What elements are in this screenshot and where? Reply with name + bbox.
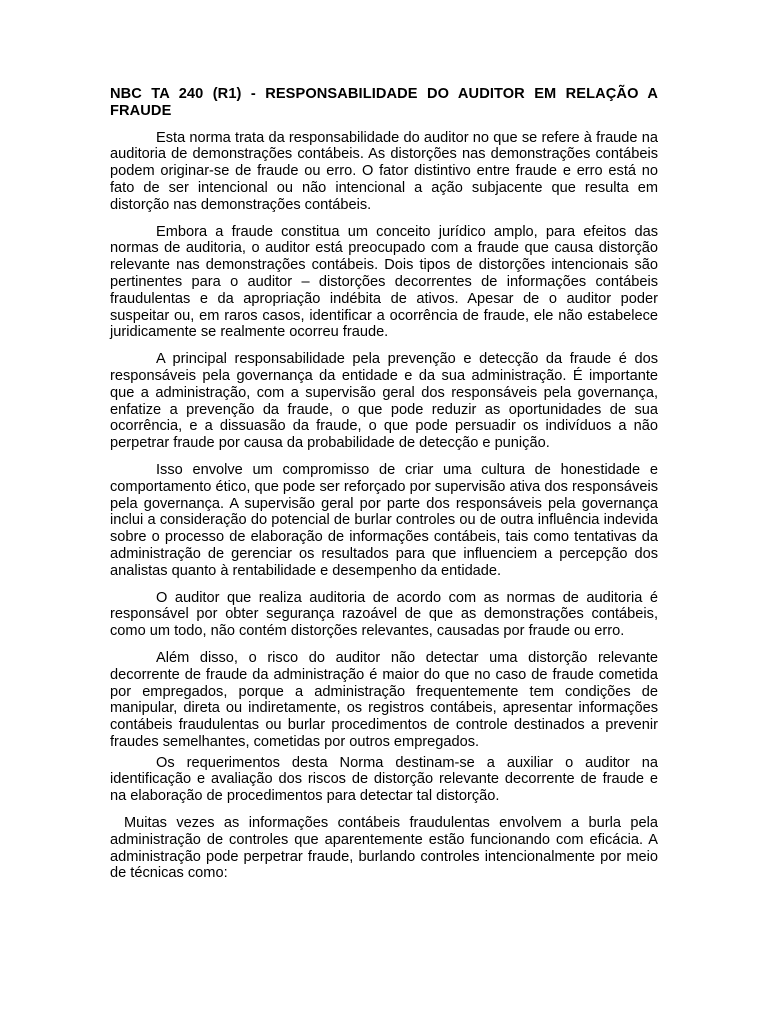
paragraph-3: A principal responsabilidade pela prevenção e detecção da fraude é dos responsáveis pela governança da entidade e da sua administração. É importante que a administração, com a supervisão geral dos responsáveis pela governança, enfatize a prevenção da fraude, o que pode reduzir as oportunidades de sua ocorrência, e a dissuasão da fraude, o que pode persuadir os indivíduos a não perpetrar fraude por causa da probabilidade de detecção e punição.: [110, 351, 658, 452]
paragraph-6: Além disso, o risco do auditor não detectar uma distorção relevante decorrente de fraude da administração é maior do que no caso de fraude cometida por empregados, porque a administração frequentemente tem condições de manipular, direta ou indiretamente, os registros contábeis, apresentar informações contábeis fraudulentas ou burlar procedimentos de controle destinados a prevenir fraudes semelhantes, cometidas por outros empregados.: [110, 649, 658, 750]
paragraph-5: O auditor que realiza auditoria de acordo com as normas de auditoria é responsável por obter segurança razoável de que as demonstrações contábeis, como um todo, não contém distorções relevantes, causadas por fraude ou erro.: [110, 589, 658, 640]
paragraph-4: Isso envolve um compromisso de criar uma cultura de honestidade e comportamento ético, que pode ser reforçado por supervisão ativa dos responsáveis pela governança. A supervisão geral por parte dos responsáveis pela governança inclui a consideração do potencial de burlar controles ou de outra influência indevida sobre o processo de elaboração de informações contábeis, tais como tentativas da administração de gerenciar os resultados para que influenciem a percepção dos analistas quanto à rentabilidade e desempenho da entidade.: [110, 461, 658, 579]
document-page: [110, 86, 658, 892]
paragraph-2: Embora a fraude constitua um conceito jurídico amplo, para efeitos das normas de auditoria, o auditor está preocupado com a fraude que causa distorção relevante nas demonstrações contábeis. Dois tipos de distorções intencionais são pertinentes para o auditor – distorções decorrentes de informações contábeis fraudulentas e da apropriação indébita de ativos. Apesar de o auditor poder suspeitar ou, em raros casos, identificar a ocorrência de fraude, ele não estabelece juridicamente se realmente ocorreu fraude.: [110, 223, 658, 341]
paragraph-1: Esta norma trata da responsabilidade do auditor no que se refere à fraude na auditoria de demonstrações contábeis. As distorções nas demonstrações contábeis podem originar-se de fraude ou erro. O fator distintivo entre fraude e erro está no fato de ser intencional ou não intencional a ação subjacente que resulta em distorção nas demonstrações contábeis.: [110, 129, 658, 213]
paragraph-8: Muitas vezes as informações contábeis fraudulentas envolvem a burla pela administração de controles que aparentemente estão funcionando com eficácia. A administração pode perpetrar fraude, burlando controles intencionalmente por meio de técnicas como:: [110, 815, 658, 882]
paragraph-7: Os requerimentos desta Norma destinam-se a auxiliar o auditor na identificação e avaliação dos riscos de distorção relevante decorrente de fraude e na elaboração de procedimentos para detectar tal distorção.: [110, 754, 658, 805]
document-title: NBC TA 240 (R1) - RESPONSABILIDADE DO AUDITOR EM RELAÇÃO A FRAUDE: [110, 86, 658, 119]
